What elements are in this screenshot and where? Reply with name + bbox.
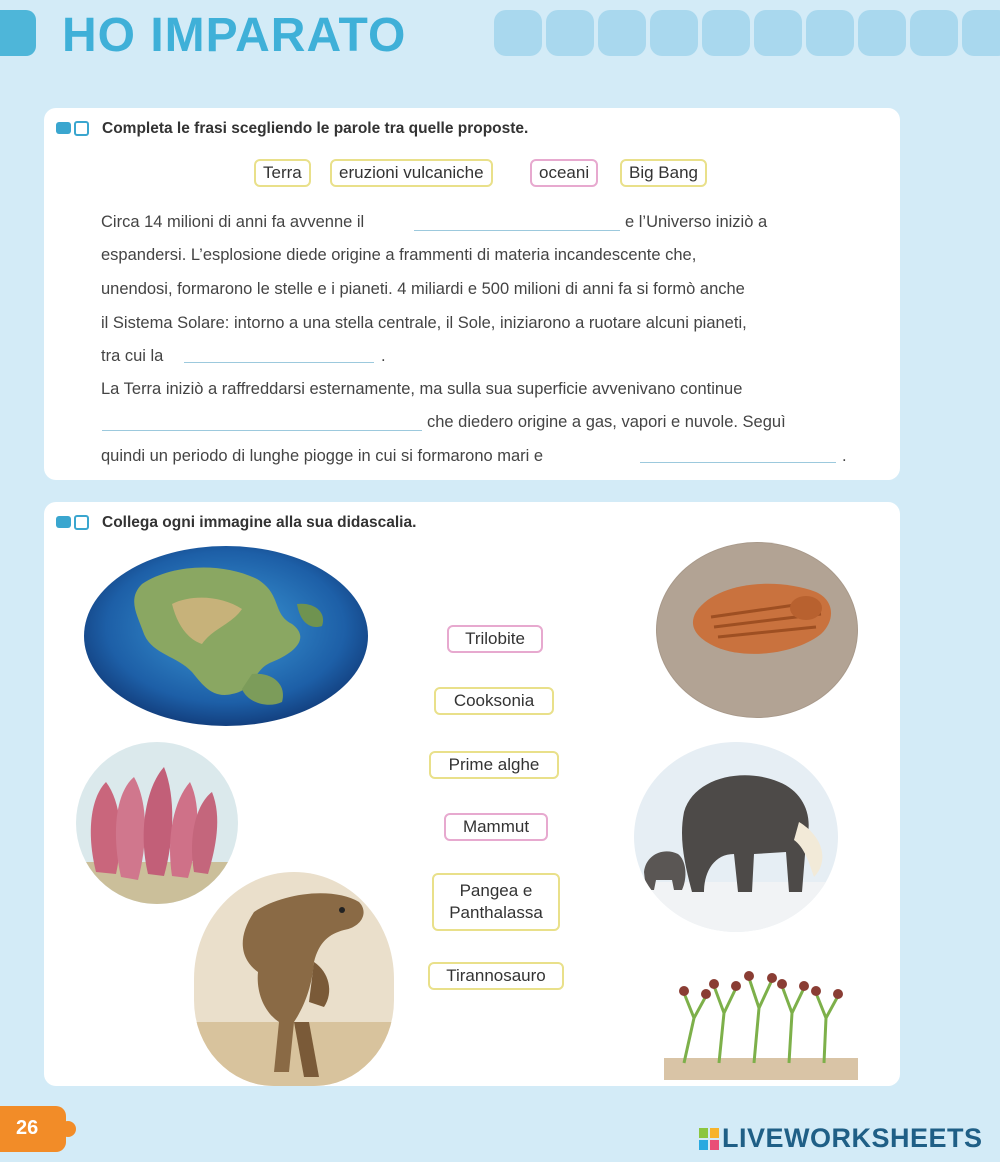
caption-pangea-line1: Pangea e (459, 881, 533, 900)
exercise-bullet-icon (56, 120, 92, 136)
exercise-match-images (44, 502, 900, 1086)
text-line: . (842, 447, 847, 465)
caption-pangea-line2: Panthalassa (449, 903, 543, 922)
text-line: La Terra iniziò a raffreddarsi esternamente, ma sulla sua superficie avvenivano continue (101, 380, 743, 398)
word-chip-big-bang[interactable]: Big Bang (620, 159, 707, 187)
text-line: che diedero origine a gas, vapori e nuvole. Seguì (427, 413, 786, 431)
tyrannosaurus-image[interactable] (194, 872, 394, 1086)
caption-pangea[interactable] (432, 873, 560, 931)
caption-mammut[interactable]: Mammut (444, 813, 548, 841)
text-line: tra cui la (101, 347, 164, 365)
exercise-fill-blanks (44, 108, 900, 480)
text-line: unendosi, formarono le stelle e i pianeti. 4 miliardi e 500 milioni di anni fa si formò anche (101, 280, 745, 298)
cooksonia-plant-image[interactable] (664, 958, 858, 1080)
pangea-globe-image[interactable] (82, 544, 370, 728)
text-line: espandersi. L’esplosione diede origine a frammenti di materia incandescente che, (101, 246, 697, 264)
word-chip-eruzioni[interactable]: eruzioni vulcaniche (330, 159, 493, 187)
mammoth-image[interactable] (634, 742, 838, 932)
text-line: quindi un periodo di lunghe piogge in cui si formarono mari e (101, 447, 544, 465)
blank-input-1[interactable] (414, 230, 620, 231)
text-line: Circa 14 milioni di anni fa avvenne il (101, 213, 365, 231)
trilobite-fossil-image[interactable] (656, 542, 858, 718)
caption-prime-alghe[interactable]: Prime alghe (429, 751, 559, 779)
caption-cooksonia[interactable]: Cooksonia (434, 687, 554, 715)
page-title: HO IMPARATO (62, 9, 407, 62)
caption-tirannosauro[interactable]: Tirannosauro (428, 962, 564, 990)
text-line: e l’Universo iniziò a (625, 213, 768, 231)
blank-input-3[interactable] (102, 430, 422, 431)
text-line: . (381, 347, 386, 365)
page-header (0, 0, 1000, 70)
page-number: 26 (16, 1117, 39, 1139)
exercise-instruction: Completa le frasi scegliendo le parole tra quelle proposte. (102, 120, 529, 137)
page-number-notch (60, 1121, 76, 1137)
exercise-bullet-icon (56, 514, 92, 530)
liveworksheets-logo-icon (699, 1128, 719, 1150)
word-chip-oceani[interactable]: oceani (530, 159, 598, 187)
brand-name: LIVEWORKSHEETS (722, 1123, 983, 1153)
blank-input-4[interactable] (640, 462, 836, 463)
algae-image[interactable] (76, 742, 238, 904)
text-line: il Sistema Solare: intorno a una stella centrale, il Sole, iniziarono a ruotare alcuni pianeti, (101, 314, 747, 332)
word-chip-terra[interactable]: Terra (254, 159, 311, 187)
exercise-instruction: Collega ogni immagine alla sua didascalia. (102, 514, 417, 531)
header-tab (0, 10, 36, 56)
caption-trilobite[interactable]: Trilobite (447, 625, 543, 653)
blank-input-2[interactable] (184, 362, 374, 363)
